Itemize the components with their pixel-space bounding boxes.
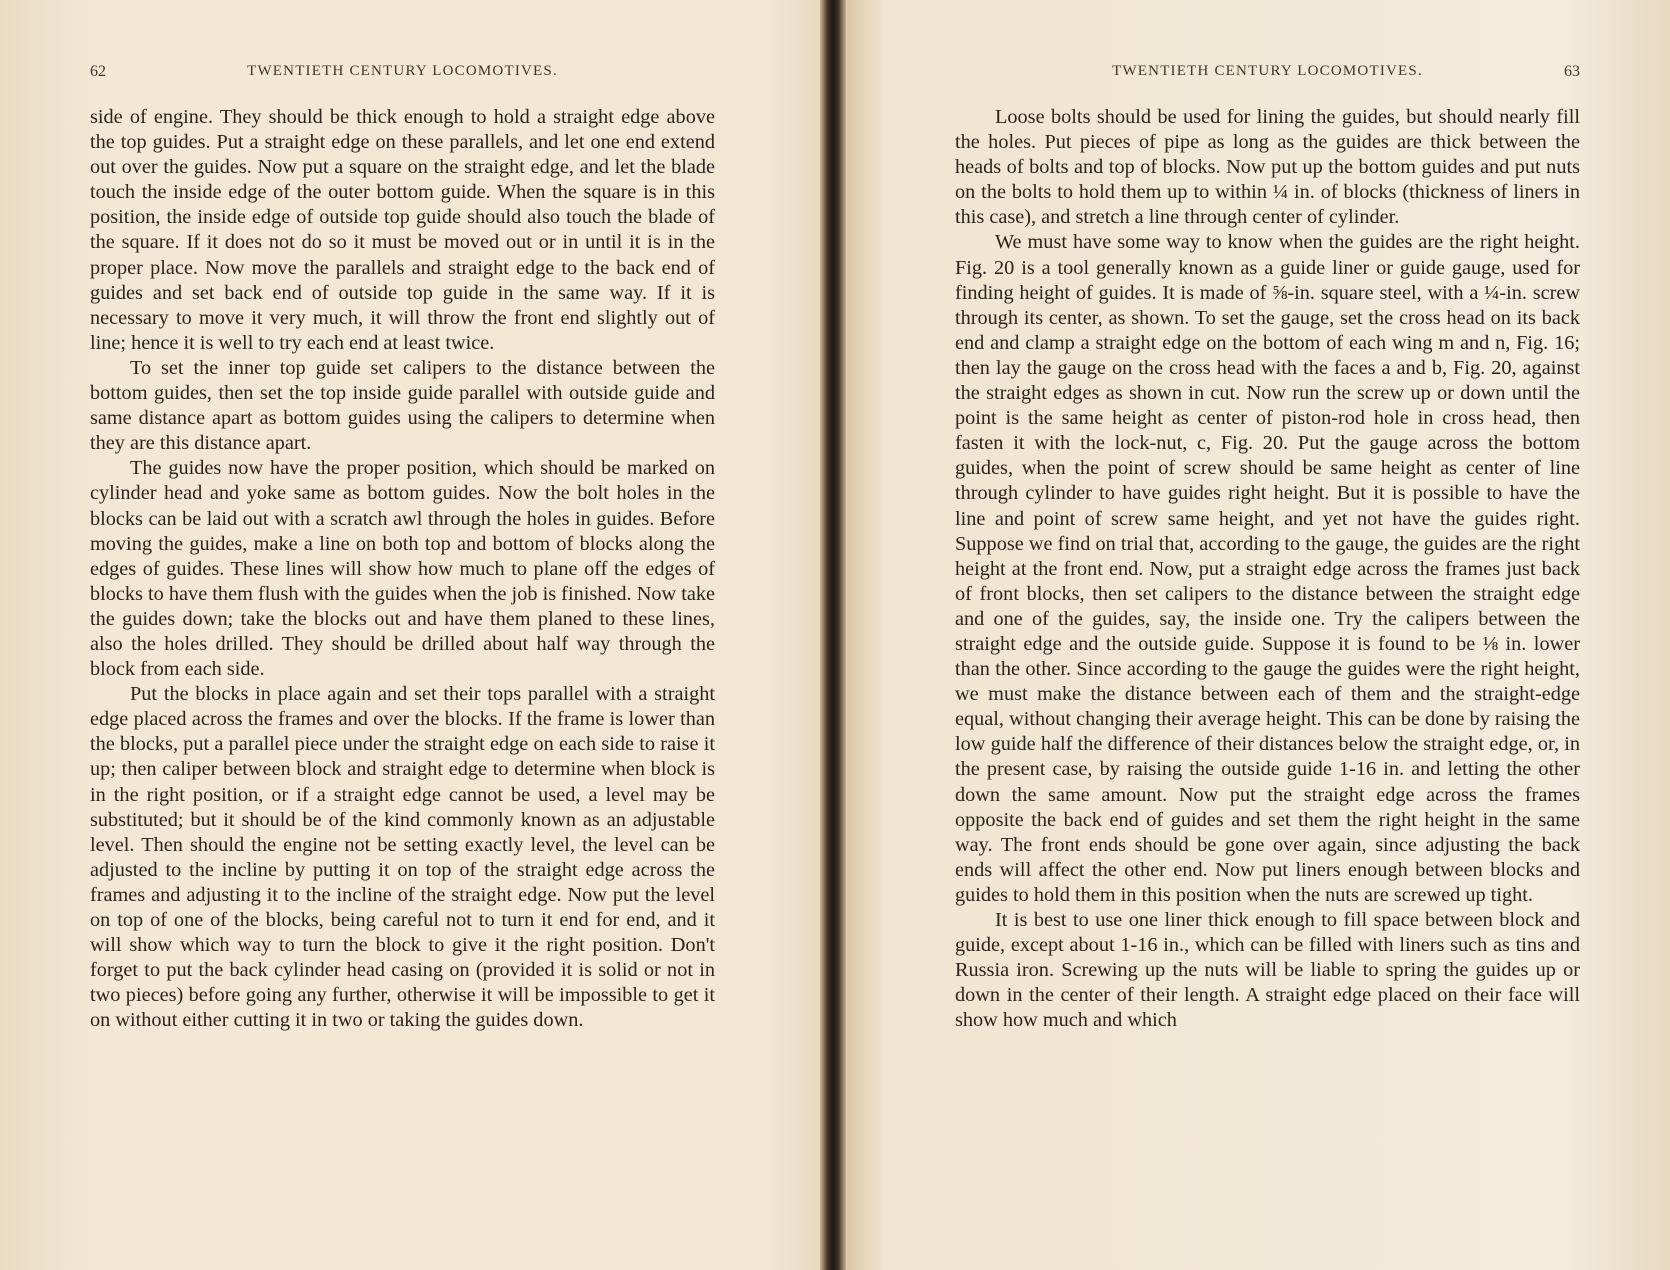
left-running-head xyxy=(90,55,715,85)
right-running-title: TWENTIETH CENTURY LOCOMOTIVES. xyxy=(1112,63,1423,79)
right-page-body xyxy=(955,105,1580,1033)
left-page xyxy=(90,55,715,1033)
paragraph: Loose bolts should be used for lining the guides, but should nearly fill the holes. Put pieces of pipe as long as the guides are thick between the heads of bolts and top of blocks. Now put up the bottom guides and put nuts on the bolts to hold them up to within ¼ in. of blocks (thickness of liners in this case), and stretch a line through center of cylinder. xyxy=(955,106,1580,229)
right-page-number: 63 xyxy=(1564,63,1580,80)
paragraph: Put the blocks in place again and set their tops parallel with a straight edge placed across the frames and over the blocks. If the frame is lower than the blocks, put a parallel piece under the straight edge on each side to raise it up; then caliper between block and straight edge to determine when block is in the right position, or if a straight edge cannot be used, a level may be substituted; but it should be of the kind commonly known as an adjustable level. Then should the engine not be setting exactly level, the level can be adjusted to the incline by putting it on top of the straight edge across the frames and adjusting it to the incline of the straight edge. Now put the level on top of one of the blocks, being careful not to turn it end for end, and it will show which way to turn the block to give it the right position. Don't forget to put the back cylinder head casing on (provided it is solid or not in two pieces) before going any further, otherwise it will be impossible to get it on without either cutting it in two or taking the guides down. xyxy=(90,683,715,1032)
left-page-number: 62 xyxy=(90,63,106,80)
paragraph: To set the inner top guide set calipers to the distance between the bottom guides, then set the top inside guide parallel with outside guide and same distance apart as bottom guides using the calipers to determine when they are this distance apart. xyxy=(90,356,715,455)
right-page xyxy=(955,55,1580,1033)
left-running-title: TWENTIETH CENTURY LOCOMOTIVES. xyxy=(247,63,558,79)
paragraph: The guides now have the proper position, which should be marked on cylinder head and yoke same as bottom guides. Now the bolt holes in the blocks can be laid out with a scratch awl through the holes in guides. Before moving the guides, make a line on both top and bottom of blocks along the edges of guides. These lines will show how much to plane off the edges of blocks to have them flush with the guides when the job is finished. Now take the guides down; take the blocks out and have them planed to these lines, also the holes drilled. They should be drilled about half way through the block from each side. xyxy=(90,457,715,681)
paragraph: It is best to use one liner thick enough to fill space between block and guide, except about 1-16 in., which can be filled with liners such as tins and Russia iron. Screwing up the nuts will be liable to spring the guides up or down in the center of their length. A straight edge placed on their face will show how much and which xyxy=(955,909,1580,1032)
paragraph: side of engine. They should be thick enough to hold a straight edge above the top guides. Put a straight edge on these parallels, and let one end extend out over the guides. Now put a square on the straight edge, and let the blade touch the inside edge of the outer bottom guide. When the square is in this position, the inside edge of outside top guide should also touch the blade of the square. If it does not do so it must be moved out or in until it is in the proper place. Now move the parallels and straight edge to the back end of guides and set back end of outside top guide in the same way. If it is necessary to move it very much, it will throw the front end slightly out of line; hence it is well to try each end at least twice. xyxy=(90,106,715,354)
left-page-body xyxy=(90,105,715,1033)
right-running-head xyxy=(955,55,1580,85)
book-gutter xyxy=(820,0,846,1270)
paragraph: We must have some way to know when the guides are the right height. Fig. 20 is a tool generally known as a guide liner or guide gauge, used for finding height of guides. It is made of ⅝-in. square steel, with a ¼-in. screw through its center, as shown. To set the gauge, set the cross head on its back end and clamp a straight edge on the bottom of each wing m and n, Fig. 16; then lay the gauge on the cross head with the faces a and b, Fig. 20, against the straight edges as shown in cut. Now run the screw up or down until the point is the same height as center of piston-rod hole in cross head, then fasten it with the lock-nut, c, Fig. 20. Put the gauge across the bottom guides, when the point of screw should be same height as center of line through cylinder to have guides right height. But it is possible to have the line and point of screw same height, and yet not have the guides right. Suppose we find on trial that, according to the gauge, the guides are the right height at the front end. Now, put a straight edge across the frames just back of front blocks, then set calipers to the distance between the straight edge and one of the guides, say, the inside one. Try the calipers between the straight edge and the outside guide. Suppose it is found to be ⅛ in. lower than the other. Since according to the gauge the guides were the right height, we must make the distance between each of them and the straight-edge equal, without changing their average height. This can be done by raising the low guide half the difference of their distances below the straight edge, or, in the present case, by raising the outside guide 1-16 in. and letting the other down the same amount. Now put the straight edge across the frames opposite the back end of guides and set them the right height in the same way. The front ends should be gone over again, since adjusting the back ends will affect the other end. Now put liners enough between blocks and guides to hold them in this position when the nuts are screwed up tight. xyxy=(955,231,1580,906)
